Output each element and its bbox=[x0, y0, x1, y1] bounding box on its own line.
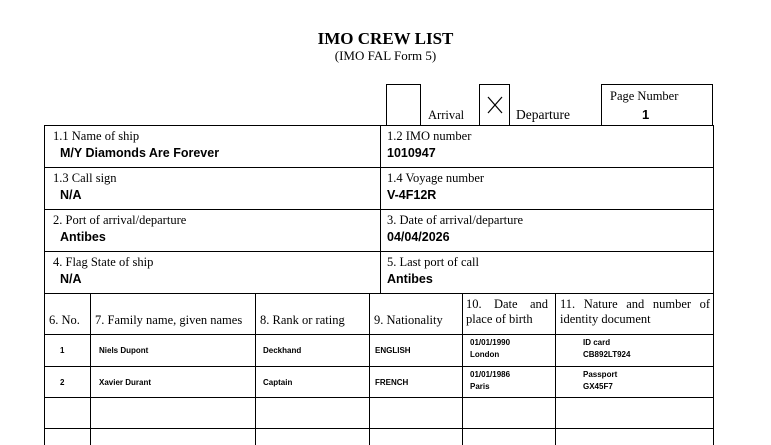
last-port-value[interactable]: Antibes bbox=[387, 272, 433, 286]
flag-state-value[interactable]: N/A bbox=[60, 272, 82, 286]
date-label: 3. Date of arrival/departure bbox=[387, 213, 524, 227]
port-label: 2. Port of arrival/departure bbox=[53, 213, 187, 227]
imo-number-value[interactable]: 1010947 bbox=[387, 146, 436, 160]
page-number-value: 1 bbox=[642, 107, 650, 122]
row-rank[interactable]: Deckhand bbox=[263, 346, 302, 355]
row-doc-type[interactable]: ID card bbox=[583, 338, 611, 347]
row-no: 1 bbox=[60, 346, 65, 355]
ship-name-value[interactable]: M/Y Diamonds Are Forever bbox=[60, 146, 220, 160]
departure-label: Departure bbox=[516, 107, 570, 122]
voyage-number-label: 1.4 Voyage number bbox=[387, 171, 485, 185]
row-doc-number[interactable]: CB892LT924 bbox=[583, 350, 631, 359]
col-header-name: 7. Family name, given names bbox=[95, 313, 243, 327]
row-pob[interactable]: Paris bbox=[470, 382, 490, 391]
row-doc-type[interactable]: Passport bbox=[583, 370, 618, 379]
call-sign-label: 1.3 Call sign bbox=[53, 171, 117, 185]
col-header-nationality: 9. Nationality bbox=[374, 313, 443, 327]
row-no: 2 bbox=[60, 378, 65, 387]
row-dob[interactable]: 01/01/1990 bbox=[470, 338, 511, 347]
row-rank[interactable]: Captain bbox=[263, 378, 293, 387]
ship-name-label: 1.1 Name of ship bbox=[53, 129, 140, 143]
col-header-rank: 8. Rank or rating bbox=[260, 313, 345, 327]
form-title: IMO CREW LIST bbox=[317, 29, 454, 48]
row-dob[interactable]: 01/01/1986 bbox=[470, 370, 511, 379]
page-number-box bbox=[601, 84, 713, 126]
row-name[interactable]: Niels Dupont bbox=[99, 346, 149, 355]
form-subtitle: (IMO FAL Form 5) bbox=[334, 48, 437, 63]
departure-checkbox[interactable] bbox=[479, 84, 510, 126]
row-doc-number[interactable]: GX45F7 bbox=[583, 382, 613, 391]
arrival-label: Arrival bbox=[428, 108, 465, 122]
page-number-label: Page Number bbox=[610, 89, 679, 103]
flag-state-label: 4. Flag State of ship bbox=[53, 255, 154, 269]
row-name[interactable]: Xavier Durant bbox=[99, 378, 152, 387]
call-sign-value[interactable]: N/A bbox=[60, 188, 82, 202]
col-header-identity: 11. Nature and number of identity document bbox=[560, 297, 710, 326]
checkmark-x-icon bbox=[480, 85, 509, 125]
arrival-checkbox[interactable] bbox=[386, 84, 421, 126]
voyage-number-value[interactable]: V-4F12R bbox=[387, 188, 437, 202]
col-header-birth: 10. Date and place of birth bbox=[466, 297, 548, 326]
row-nationality[interactable]: ENGLISH bbox=[375, 346, 411, 355]
port-value[interactable]: Antibes bbox=[60, 230, 106, 244]
row-nationality[interactable]: FRENCH bbox=[375, 378, 409, 387]
last-port-label: 5. Last port of call bbox=[387, 255, 479, 269]
row-pob[interactable]: London bbox=[470, 350, 500, 359]
col-header-no: 6. No. bbox=[49, 313, 80, 327]
imo-number-label: 1.2 IMO number bbox=[387, 129, 472, 143]
date-value[interactable]: 04/04/2026 bbox=[387, 230, 450, 244]
